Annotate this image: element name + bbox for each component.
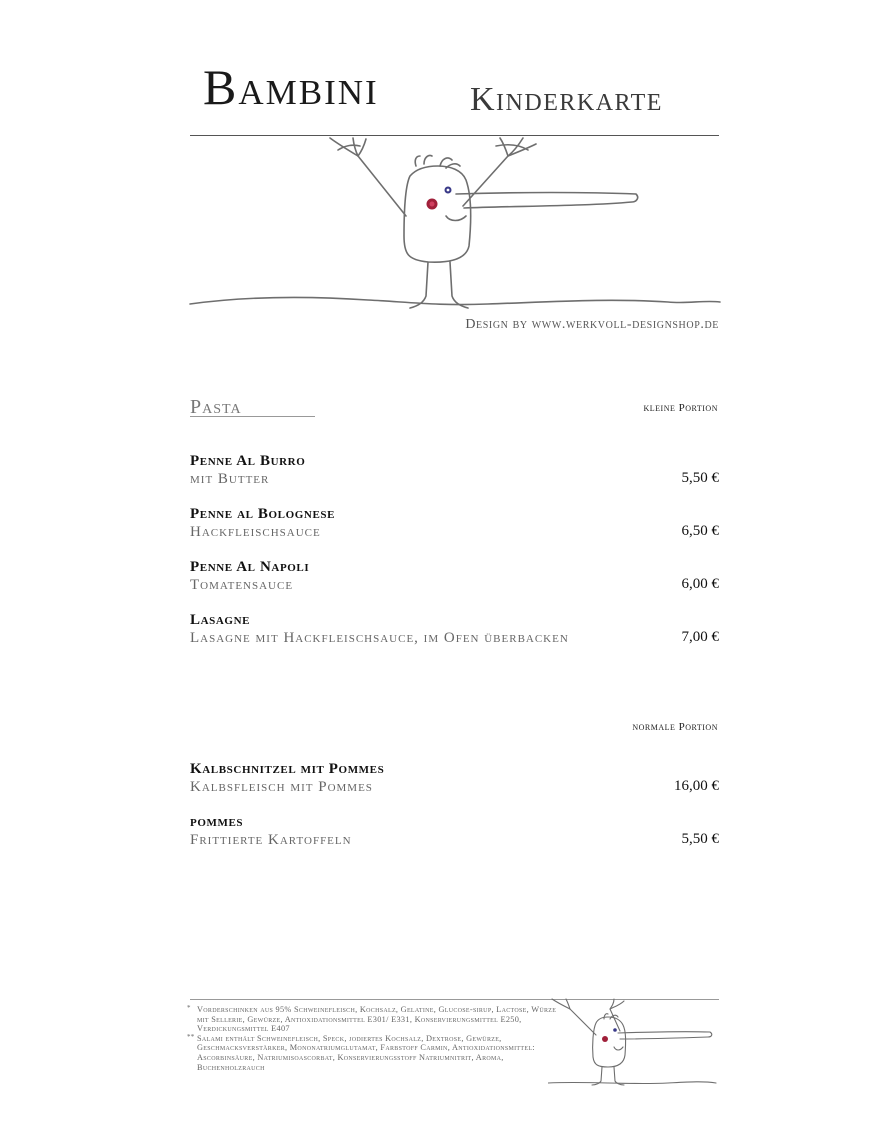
item-description: Tomatensauce [190, 577, 294, 593]
menu-item [190, 452, 719, 488]
pinocchio-small-illustration [548, 997, 718, 1087]
item-name: Kalbschnitzel mit Pommes [190, 761, 385, 777]
footnote-text: Vorderschinken aus 95% Schweinefleisch, Kochsalz, Gelatine, Glucose-sirup, Lactose, Würze mit Sellerie, Gewürze, Antioxidationsmittel E301/ E331, Konservierungsmittel E250, Verdickungsmittel E407 [197, 1005, 557, 1034]
portion-label-small: kleine Portion [643, 402, 718, 414]
item-price: 6,50 € [681, 523, 719, 539]
menu-item [190, 558, 719, 594]
footnote-mark: * [187, 1004, 191, 1012]
menu-item [190, 760, 719, 796]
item-price: 7,00 € [681, 629, 719, 645]
item-description: Kalbsfleisch mit Pommes [190, 779, 373, 795]
menu-title: Bambini [203, 59, 379, 115]
item-description: Lasagne mit Hackfleischsauce, im Ofen überbacken [190, 630, 569, 646]
menu-item [190, 813, 719, 849]
item-description: mit Butter [190, 471, 270, 487]
section-underline [190, 416, 315, 417]
menu-subtitle: Kinderkarte [470, 81, 663, 118]
footnote [187, 1034, 562, 1072]
item-price: 16,00 € [674, 778, 719, 794]
portion-label-normal: normale Portion [632, 721, 718, 733]
menu-item [190, 611, 719, 647]
design-credit: Design by www.werkvoll-designshop.de [465, 317, 719, 332]
item-price: 6,00 € [681, 576, 719, 592]
item-name: Penne al Bolognese [190, 506, 336, 522]
item-name: Penne Al Burro [190, 453, 306, 469]
footnote-mark: ** [187, 1032, 195, 1041]
item-description: Hackfleischsauce [190, 524, 321, 540]
menu-item [190, 505, 719, 541]
item-description: Frittierte Kartoffeln [190, 832, 352, 848]
item-name: Lasagne [190, 612, 251, 628]
item-name: Penne Al Napoli [190, 559, 310, 575]
item-price: 5,50 € [681, 470, 719, 486]
item-price: 5,50 € [681, 831, 719, 847]
footnote-text: Salami enthält Schweinefleisch, Speck, jodiertes Kochsalz, Dextrose, Gewürze, Geschmacksverstärker, Mononatriumglutamat, Farbstoff Carmin, Antioxidationsmittel: Ascorbinsäure, Natriumisoascorbat, Konservierungsstoff Natriumnitrit, Aroma, Buchenholzrauch [197, 1033, 535, 1072]
footnote [187, 1005, 562, 1034]
item-name: pommes [190, 814, 244, 830]
pinocchio-illustration [188, 136, 723, 311]
footnotes [187, 1005, 562, 1072]
section-title-pasta: Pasta [190, 396, 242, 418]
